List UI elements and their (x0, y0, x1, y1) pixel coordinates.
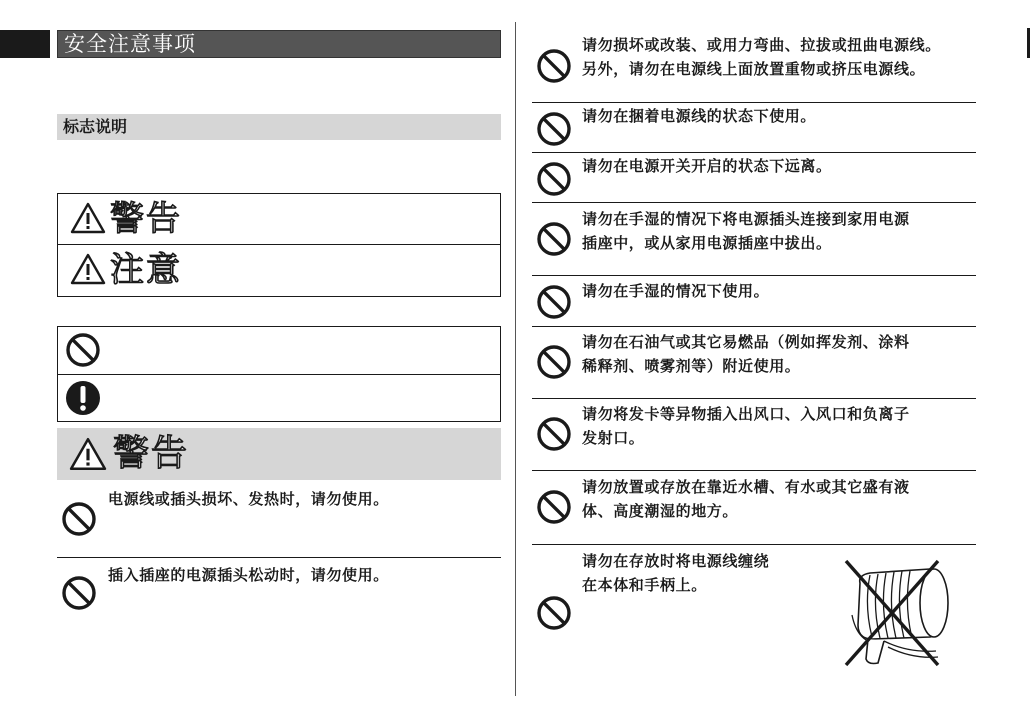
legend-row-caution (58, 244, 500, 294)
legend-row-prohibition (58, 327, 500, 374)
prohibition-icon (535, 110, 573, 148)
right-item-8-line-1: 请勿放置或存放在靠近水槽、有水或其它盛有液 (582, 478, 910, 496)
right-item-7-line-2: 发射口。 (582, 429, 645, 447)
item-divider (532, 398, 976, 399)
right-item-4-line-1: 请勿在手湿的情况下将电源插头连接到家用电源 (582, 210, 910, 228)
legend-row-mandatory (58, 374, 500, 421)
right-item-1-line-2: 另外，请勿在电源线上面放置重物或挤压电源线。 (582, 60, 926, 78)
signal-word-legend (57, 193, 501, 297)
mandatory-icon (64, 379, 102, 417)
prohibition-icon (535, 283, 573, 321)
page-tab-marker (0, 30, 50, 58)
prohibition-icon (60, 500, 98, 538)
symbol-legend (57, 326, 501, 422)
left-item-1: 电源线或插头损坏、发热时，请勿使用。 (108, 490, 389, 508)
right-item-4-line-2: 插座中，或从家用电源插座中拔出。 (582, 234, 832, 252)
legend-title: 标志说明 (57, 114, 501, 140)
item-divider (532, 470, 976, 471)
item-divider (532, 544, 976, 545)
item-divider (532, 326, 976, 327)
right-item-5: 请勿在手湿的情况下使用。 (582, 282, 770, 300)
right-item-7-line-1: 请勿将发卡等异物插入出风口、入风口和负离子 (582, 405, 910, 423)
legend-row-warning (58, 194, 500, 244)
left-item-2: 插入插座的电源插头松动时，请勿使用。 (108, 566, 389, 584)
prohibition-icon (535, 415, 573, 453)
cord-wrapped-dryer-illustration (838, 555, 968, 670)
right-item-8-line-2: 体、高度潮湿的地方。 (582, 502, 739, 520)
prohibition-icon (60, 574, 98, 612)
prohibition-icon (535, 594, 573, 632)
right-item-9-line-1: 请勿在存放时将电源线缠绕 (582, 552, 770, 570)
right-item-9-line-2: 在本体和手柄上。 (582, 576, 707, 594)
item-divider (57, 557, 501, 558)
warning-triangle-icon (70, 202, 106, 234)
prohibition-icon (535, 343, 573, 381)
prohibition-icon (535, 47, 573, 85)
warning-banner (57, 428, 501, 480)
legend-warning-word: 警告 (110, 199, 182, 239)
warning-triangle-icon (69, 437, 107, 471)
legend-caution-word: 注意 (110, 250, 182, 290)
prohibition-icon (535, 220, 573, 258)
section-title: 安全注意事项 (57, 30, 501, 58)
page-edge-marker (1027, 28, 1030, 58)
warning-triangle-icon (70, 253, 106, 285)
item-divider (532, 275, 976, 276)
column-divider (515, 22, 516, 696)
prohibition-icon (535, 160, 573, 198)
right-item-3: 请勿在电源开关开启的状态下远离。 (582, 157, 832, 175)
right-item-1-line-1: 请勿损坏或改装、或用力弯曲、拉拔或扭曲电源线。 (582, 36, 941, 54)
right-item-6-line-1: 请勿在石油气或其它易燃品（例如挥发剂、涂料 (582, 333, 910, 351)
item-divider (532, 202, 976, 203)
right-item-2: 请勿在捆着电源线的状态下使用。 (582, 107, 817, 125)
prohibition-icon (64, 331, 102, 369)
prohibition-icon (535, 488, 573, 526)
right-item-6-line-2: 稀释剂、喷雾剂等）附近使用。 (582, 357, 801, 375)
warning-banner-word: 警告 (113, 433, 190, 474)
